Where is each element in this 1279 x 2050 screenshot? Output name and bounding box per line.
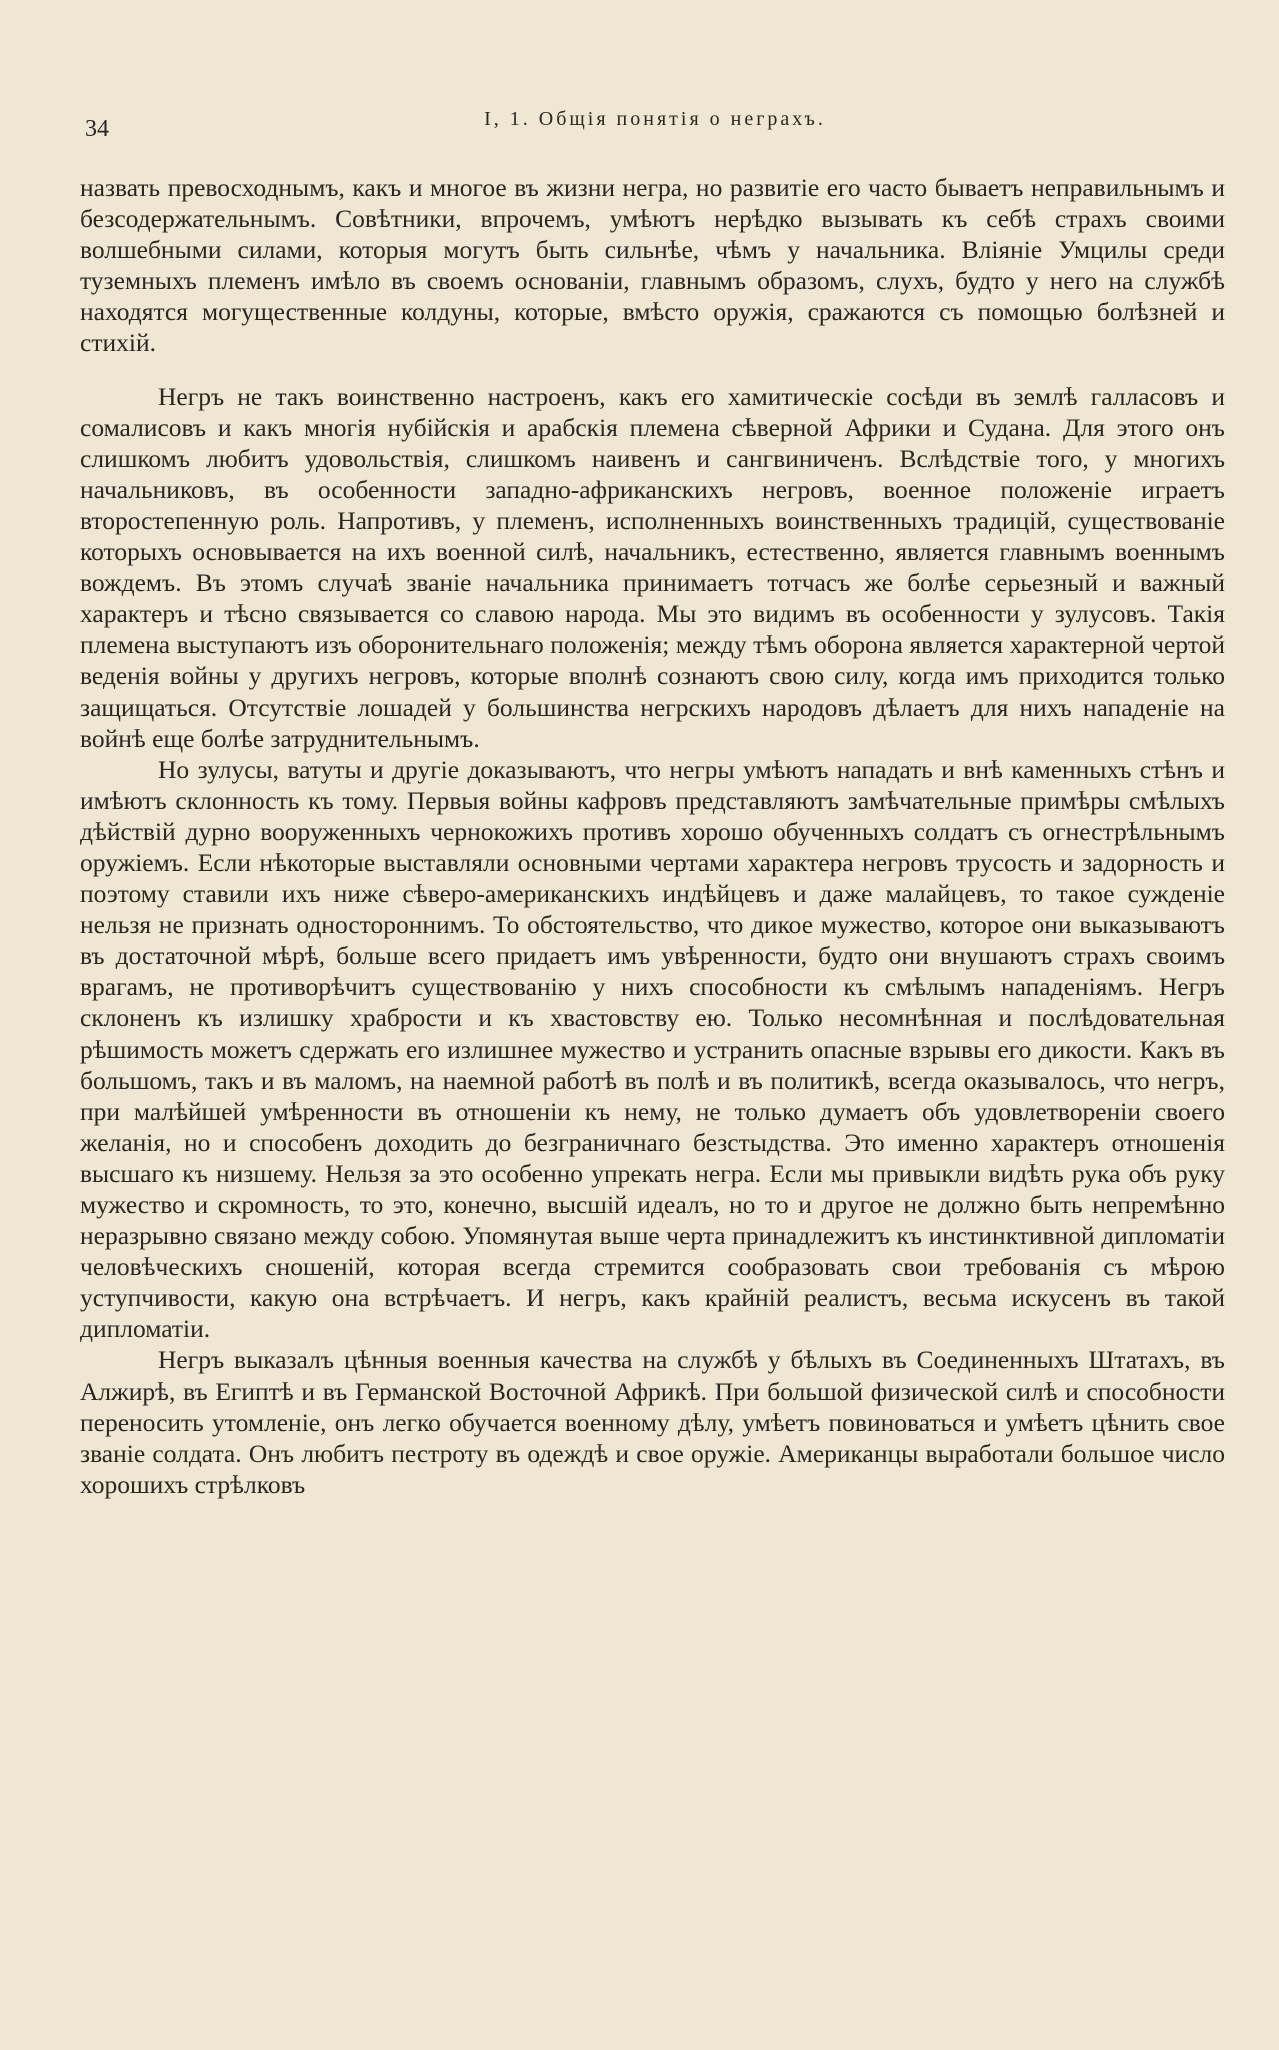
paragraph-1: назвать превосходнымъ, какъ и многое въ жизни негра, но развитіе его часто бываетъ неправильнымъ и безсодержательнымъ. Совѣтники, впрочемъ, умѣютъ нерѣдко вызывать къ себѣ страхъ своими волшебными силами, которыя могутъ быть сильнѣе, чѣмъ у начальника. Вліяніе Умцилы среди туземныхъ племенъ имѣло въ своемъ основаніи, главнымъ образомъ, слухъ, будто у него на службѣ находятся могущественные колдуны, которые, вмѣсто оружія, сражаются съ помощью болѣзней и стихій. xyxy=(80,173,1225,358)
page-header xyxy=(80,108,1230,148)
page-number: 34 xyxy=(85,116,109,142)
paragraph-4: Негръ выказалъ цѣнныя военныя качества на службѣ у бѣлыхъ въ Соединенныхъ Штатахъ, въ Алжирѣ, въ Египтѣ и въ Германской Восточной Африкѣ. При большой физической силѣ и способности переносить утомленіе, онъ легко обучается военному дѣлу, умѣетъ повиноваться и умѣетъ цѣнить свое званіе солдата. Онъ любитъ пестроту въ одеждѣ и свое оружіе. Американцы выработали большое число хорошихъ стрѣлковъ xyxy=(80,1345,1225,1499)
running-head: I, 1. Общія понятія о неграхъ. xyxy=(484,108,826,130)
paragraph-2: Негръ не такъ воинственно настроенъ, какъ его хамитическіе сосѣди въ землѣ галласовъ и сомалисовъ и какъ многія нубійскія и арабскія племена сѣверной Африки и Судана. Для этого онъ слишкомъ любитъ удовольствія, слишкомъ наивенъ и сангвиниченъ. Вслѣдствіе того, у многихъ начальниковъ, въ особенности западно-африканскихъ негровъ, военное положеніе играетъ второстепенную роль. Напротивъ, у племенъ, исполненныхъ воинственныхъ традицій, существованіе которыхъ основывается на ихъ военной силѣ, начальникъ, естественно, является главнымъ военнымъ вождемъ. Въ этомъ случаѣ званіе начальника принимаетъ тотчасъ же болѣе серьезный и важный характеръ и тѣсно связывается со славою народа. Мы это видимъ въ особенности у зулусовъ. Такія племена выступаютъ изъ оборонительнаго положенія; между тѣмъ оборона является характерной чертой веденія войны у другихъ негровъ, которые вполнѣ сознаютъ свою силу, когда имъ приходится только защищаться. Отсутствіе лошадей у большинства негрскихъ народовъ дѣлаетъ для нихъ нападеніе на войнѣ еще болѣе затруднительнымъ. xyxy=(80,381,1225,753)
paragraph-3: Но зулусы, ватуты и другіе доказываютъ, что негры умѣютъ нападать и внѣ каменныхъ стѣнъ и имѣютъ склонность къ тому. Первыя войны кафровъ представляютъ замѣчательные примѣры смѣлыхъ дѣйствій дурно вооруженныхъ чернокожихъ противъ хорошо обученныхъ солдатъ съ огнестрѣльнымъ оружіемъ. Если нѣкоторые выставляли основными чертами характера негровъ трусость и задорность и поэтому ставили ихъ ниже сѣверо-американскихъ индѣйцевъ и даже малайцевъ, то такое сужденіе нельзя не признать одностороннимъ. То обстоятельство, что дикое мужество, которое они выказываютъ въ достаточной мѣрѣ, больше всего придаетъ имъ увѣренности, будто они внушаютъ страхъ своимъ врагамъ, не противорѣчитъ существованію у нихъ способности къ смѣлымъ нападеніямъ. Негръ склоненъ къ излишку храбрости и къ хвастовству ею. Только несомнѣнная и послѣдовательная рѣшимость можетъ сдержать его излишнее мужество и устранить опасные взрывы его дикости. Какъ въ большомъ, такъ и въ маломъ, на наемной работѣ въ полѣ и въ политикѣ, всегда оказывалось, что негръ, при малѣйшей умѣренности въ отношеніи къ нему, не только думаетъ объ удовлетвореніи своего желанія, но и способенъ доходить до безграничнаго безстыдства. Это именно характеръ отношенія высшаго къ низшему. Нельзя за это особенно упрекать негра. Если мы привыкли видѣть рука объ руку мужество и скромность, то это, конечно, высшій идеалъ, но то и другое не должно быть непремѣнно неразрывно связано между собою. Упомянутая выше черта принадлежитъ къ инстинктивной дипломатіи человѣческихъ сношеній, которая всегда стремится сообразовать свои требованія съ мѣрою уступчивости, какую она встрѣчаетъ. И негръ, какъ крайній реалистъ, весьма искусенъ въ такой дипломатіи. xyxy=(80,754,1225,1344)
body-text xyxy=(80,172,1225,1500)
